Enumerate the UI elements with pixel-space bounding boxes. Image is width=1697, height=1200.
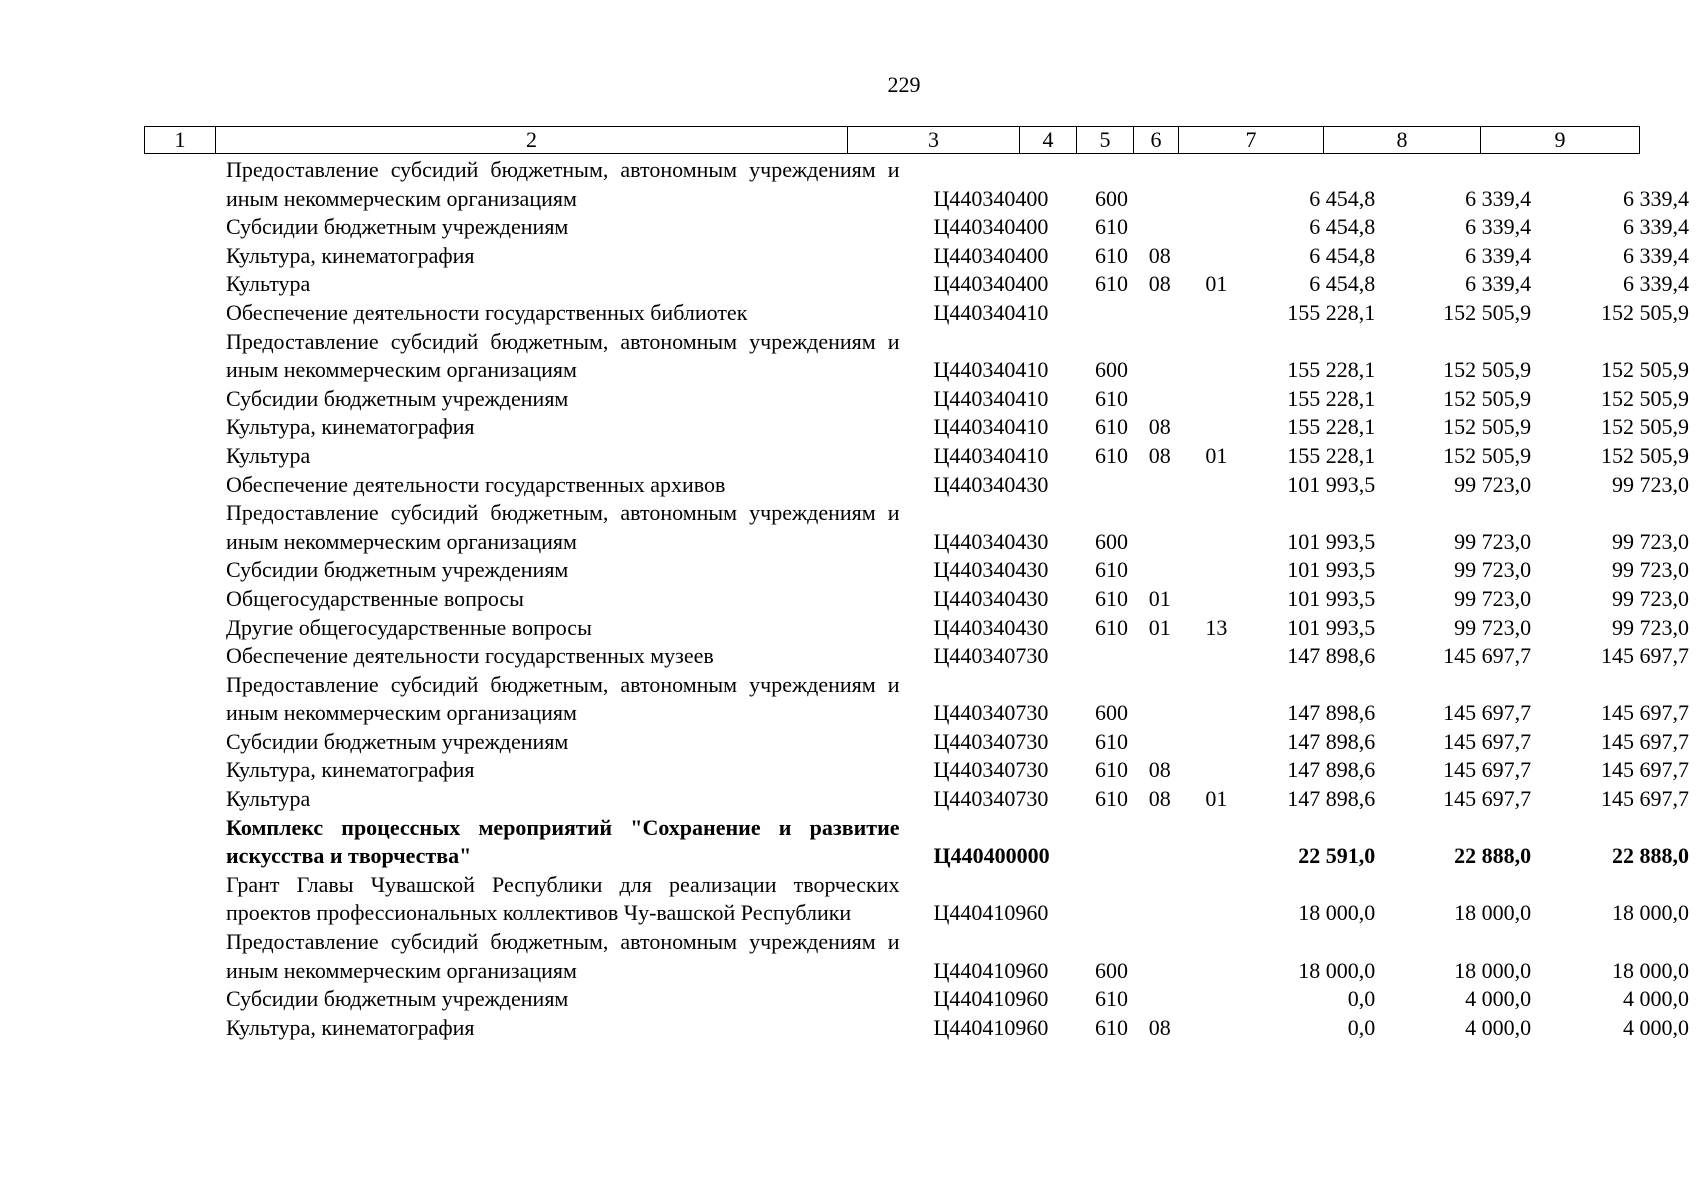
row-code: Ц440340410 xyxy=(933,357,1049,383)
row-expense-type: 600 xyxy=(1094,528,1128,554)
row-expense-type: 610 xyxy=(1094,271,1128,297)
row-subsection xyxy=(1194,385,1239,414)
row-code: Ц440340430 xyxy=(933,614,1049,640)
row-section xyxy=(1138,328,1195,385)
row-value-col8: 6 339,4 xyxy=(1465,242,1532,268)
row-subsection xyxy=(1194,1014,1239,1043)
row-value-col7: 155 228,1 xyxy=(1287,357,1376,383)
table-row xyxy=(144,556,1697,585)
table-row xyxy=(144,814,1697,871)
row-expense-type xyxy=(1081,299,1138,328)
row-subsection xyxy=(1194,756,1239,785)
row-name: Другие общегосударственные вопросы xyxy=(226,614,592,640)
row-name: Комплекс процессных мероприятий "Сохранение и развитие искусства и творчества" xyxy=(226,814,900,869)
row-name: Субсидии бюджетным учреждениям xyxy=(226,986,569,1012)
row-code: Ц440340400 xyxy=(933,214,1049,240)
row-code: Ц440400000 xyxy=(933,843,1050,869)
table-row xyxy=(144,413,1697,442)
row-value-col9: 6 339,4 xyxy=(1623,271,1689,297)
row-subsection xyxy=(1194,671,1239,728)
row-value-col8: 6 339,4 xyxy=(1465,185,1532,211)
row-value-col8: 152 505,9 xyxy=(1443,385,1532,411)
row-subsection xyxy=(1194,814,1239,871)
row-section: 08 xyxy=(1148,271,1171,297)
row-code: Ц440340400 xyxy=(933,242,1049,268)
row-expense-type: 610 xyxy=(1094,214,1128,240)
row-value-col7: 6 454,8 xyxy=(1309,242,1376,268)
row-value-col8: 4 000,0 xyxy=(1465,1014,1532,1040)
row-value-col9: 99 723,0 xyxy=(1612,557,1689,583)
row-code: Ц440410960 xyxy=(933,1014,1049,1040)
row-subsection: 01 xyxy=(1205,271,1228,297)
row-name: Грант Главы Чувашской Республики для реализации творческих проектов профессиональных коллективов Чу-вашской Республики xyxy=(226,871,900,926)
row-value-col9: 4 000,0 xyxy=(1623,986,1689,1012)
row-value-col8: 99 723,0 xyxy=(1454,585,1532,611)
table-row xyxy=(144,385,1697,414)
row-code: Ц440340410 xyxy=(933,385,1049,411)
header-cell: 4 xyxy=(1020,127,1077,154)
row-value-col7: 101 993,5 xyxy=(1287,528,1376,554)
row-code: Ц440340730 xyxy=(933,700,1049,726)
row-code: Ц440340410 xyxy=(933,299,1049,325)
row-section xyxy=(1138,556,1195,585)
row-expense-type: 600 xyxy=(1094,185,1128,211)
row-value-col9: 22 888,0 xyxy=(1612,843,1689,869)
row-name: Культура, кинематография xyxy=(226,242,475,268)
table-row xyxy=(144,928,1697,985)
row-value-col9: 145 697,7 xyxy=(1601,728,1689,754)
row-name: Культура, кинематография xyxy=(226,414,475,440)
row-value-col7: 155 228,1 xyxy=(1287,385,1376,411)
row-code: Ц440340430 xyxy=(933,471,1049,497)
row-subsection xyxy=(1194,642,1239,671)
table-row xyxy=(144,270,1697,299)
row-code: Ц440340410 xyxy=(933,442,1049,468)
row-value-col7: 147 898,6 xyxy=(1287,757,1376,783)
row-code: Ц440340400 xyxy=(933,185,1049,211)
row-section xyxy=(1138,671,1195,728)
row-expense-type xyxy=(1081,814,1138,871)
table-row xyxy=(144,871,1697,928)
row-name: Обеспечение деятельности государственных музеев xyxy=(226,643,714,669)
row-expense-type xyxy=(1081,871,1138,928)
table-row xyxy=(144,1014,1697,1043)
row-value-col7: 101 993,5 xyxy=(1287,585,1376,611)
row-value-col8: 99 723,0 xyxy=(1454,557,1532,583)
row-value-col7: 155 228,1 xyxy=(1287,442,1376,468)
row-value-col7: 0,0 xyxy=(1347,986,1376,1012)
row-value-col7: 147 898,6 xyxy=(1287,700,1376,726)
row-value-col8: 4 000,0 xyxy=(1465,986,1532,1012)
table-row xyxy=(144,585,1697,614)
row-subsection xyxy=(1194,871,1239,928)
row-section xyxy=(1138,213,1195,242)
row-subsection xyxy=(1194,242,1239,271)
row-name: Культура xyxy=(226,786,311,812)
row-value-col9: 152 505,9 xyxy=(1601,442,1689,468)
row-subsection: 01 xyxy=(1205,786,1228,812)
row-code: Ц440340730 xyxy=(933,786,1049,812)
row-expense-type: 610 xyxy=(1094,385,1128,411)
table-row xyxy=(144,156,1697,213)
row-name: Субсидии бюджетным учреждениям xyxy=(226,385,569,411)
row-value-col8: 145 697,7 xyxy=(1443,786,1532,812)
table-row xyxy=(144,242,1697,271)
row-section: 01 xyxy=(1148,585,1171,611)
header-cell: 9 xyxy=(1481,127,1640,154)
row-value-col8: 145 697,7 xyxy=(1443,728,1532,754)
row-code: Ц440340430 xyxy=(933,528,1049,554)
row-expense-type: 610 xyxy=(1094,442,1128,468)
row-value-col7: 6 454,8 xyxy=(1309,214,1376,240)
header-cell: 7 xyxy=(1179,127,1324,154)
row-subsection xyxy=(1194,156,1239,213)
row-code: Ц440340730 xyxy=(933,757,1049,783)
row-value-col7: 101 993,5 xyxy=(1287,557,1376,583)
table-row xyxy=(144,299,1697,328)
row-value-col8: 18 000,0 xyxy=(1454,957,1532,983)
row-name: Обеспечение деятельности государственных библиотек xyxy=(226,299,748,325)
row-value-col8: 152 505,9 xyxy=(1443,442,1532,468)
header-cell: 2 xyxy=(216,127,848,154)
row-subsection xyxy=(1194,471,1239,500)
row-section: 08 xyxy=(1148,757,1171,783)
row-name: Культура, кинематография xyxy=(226,1014,475,1040)
row-value-col8: 152 505,9 xyxy=(1443,299,1532,325)
row-expense-type: 600 xyxy=(1094,357,1128,383)
row-value-col7: 147 898,6 xyxy=(1287,643,1376,669)
row-value-col8: 99 723,0 xyxy=(1454,471,1532,497)
row-value-col9: 6 339,4 xyxy=(1623,214,1689,240)
row-subsection: 13 xyxy=(1205,614,1228,640)
row-section: 08 xyxy=(1148,442,1171,468)
row-name: Предоставление субсидий бюджетным, автономным учреждениям и иным некоммерческим организациям xyxy=(226,929,900,983)
page-number: 229 xyxy=(887,72,921,97)
row-code: Ц440340730 xyxy=(933,643,1049,669)
row-subsection xyxy=(1194,928,1239,985)
row-name: Культура, кинематография xyxy=(226,757,475,783)
row-expense-type: 610 xyxy=(1094,728,1128,754)
row-value-col9: 152 505,9 xyxy=(1601,414,1689,440)
row-value-col8: 22 888,0 xyxy=(1454,843,1532,869)
table-row xyxy=(144,642,1697,671)
row-value-col7: 147 898,6 xyxy=(1287,728,1376,754)
row-value-col7: 6 454,8 xyxy=(1309,271,1376,297)
row-value-col9: 145 697,7 xyxy=(1601,757,1689,783)
row-subsection xyxy=(1194,328,1239,385)
row-value-col9: 18 000,0 xyxy=(1612,900,1689,926)
row-value-col9: 145 697,7 xyxy=(1601,786,1689,812)
header-row xyxy=(145,127,1640,154)
row-name: Субсидии бюджетным учреждениям xyxy=(226,557,569,583)
row-value-col9: 152 505,9 xyxy=(1601,357,1689,383)
row-value-col7: 155 228,1 xyxy=(1287,414,1376,440)
row-value-col7: 22 591,0 xyxy=(1298,843,1376,869)
header-cell: 8 xyxy=(1324,127,1481,154)
row-name: Общегосударственные вопросы xyxy=(226,585,524,611)
row-subsection xyxy=(1194,985,1239,1014)
row-section xyxy=(1138,728,1195,757)
row-subsection: 01 xyxy=(1205,442,1228,468)
budget-table xyxy=(144,156,1697,1042)
table-row xyxy=(144,985,1697,1014)
row-value-col9: 99 723,0 xyxy=(1612,585,1689,611)
row-code: Ц440340730 xyxy=(933,728,1049,754)
row-value-col8: 18 000,0 xyxy=(1454,900,1532,926)
row-value-col9: 99 723,0 xyxy=(1612,471,1689,497)
row-section xyxy=(1138,928,1195,985)
row-section xyxy=(1138,814,1195,871)
row-subsection xyxy=(1194,728,1239,757)
row-code: Ц440340430 xyxy=(933,585,1049,611)
row-value-col7: 101 993,5 xyxy=(1287,614,1376,640)
row-expense-type: 610 xyxy=(1094,242,1128,268)
table-row xyxy=(144,671,1697,728)
table-row xyxy=(144,328,1697,385)
row-subsection xyxy=(1194,299,1239,328)
row-expense-type: 610 xyxy=(1094,986,1128,1012)
row-section: 08 xyxy=(1148,414,1171,440)
row-value-col8: 145 697,7 xyxy=(1443,700,1532,726)
row-value-col7: 155 228,1 xyxy=(1287,299,1376,325)
row-expense-type: 610 xyxy=(1094,557,1128,583)
row-section: 08 xyxy=(1148,1014,1171,1040)
row-value-col9: 145 697,7 xyxy=(1601,700,1689,726)
row-name: Предоставление субсидий бюджетным, автономным учреждениям и иным некоммерческим организациям xyxy=(226,500,900,554)
row-section xyxy=(1138,985,1195,1014)
row-name: Субсидии бюджетным учреждениям xyxy=(226,214,569,240)
row-value-col7: 101 993,5 xyxy=(1287,471,1376,497)
row-value-col7: 147 898,6 xyxy=(1287,786,1376,812)
row-value-col8: 152 505,9 xyxy=(1443,357,1532,383)
table-row xyxy=(144,785,1697,814)
row-expense-type: 610 xyxy=(1094,1014,1128,1040)
row-section xyxy=(1138,499,1195,556)
row-value-col8: 6 339,4 xyxy=(1465,214,1532,240)
row-expense-type xyxy=(1081,471,1138,500)
row-value-col8: 99 723,0 xyxy=(1454,528,1532,554)
row-value-col8: 145 697,7 xyxy=(1443,643,1532,669)
table-row xyxy=(144,499,1697,556)
table-row xyxy=(144,213,1697,242)
row-value-col9: 152 505,9 xyxy=(1601,299,1689,325)
row-name: Предоставление субсидий бюджетным, автономным учреждениям и иным некоммерческим организациям xyxy=(226,671,900,726)
row-section xyxy=(1138,299,1195,328)
row-value-col7: 6 454,8 xyxy=(1309,185,1376,211)
table-row xyxy=(144,728,1697,757)
row-value-col9: 145 697,7 xyxy=(1601,643,1689,669)
row-code: Ц440340400 xyxy=(933,271,1049,297)
table-row xyxy=(144,471,1697,500)
row-code: Ц440340410 xyxy=(933,414,1049,440)
row-section xyxy=(1138,642,1195,671)
row-code: Ц440410960 xyxy=(933,900,1049,926)
row-value-col9: 99 723,0 xyxy=(1612,614,1689,640)
row-section: 01 xyxy=(1148,614,1171,640)
table-row xyxy=(144,756,1697,785)
row-subsection xyxy=(1194,213,1239,242)
row-code: Ц440410960 xyxy=(933,986,1049,1012)
row-value-col7: 18 000,0 xyxy=(1298,900,1376,926)
row-section xyxy=(1138,156,1195,213)
row-value-col9: 6 339,4 xyxy=(1623,242,1689,268)
row-section: 08 xyxy=(1148,786,1171,812)
row-name: Обеспечение деятельности государственных архивов xyxy=(226,471,726,497)
row-name: Культура xyxy=(226,442,311,468)
row-value-col8: 99 723,0 xyxy=(1454,614,1532,640)
row-value-col8: 145 697,7 xyxy=(1443,757,1532,783)
row-expense-type: 610 xyxy=(1094,414,1128,440)
row-subsection xyxy=(1194,585,1239,614)
row-value-col8: 152 505,9 xyxy=(1443,414,1532,440)
row-subsection xyxy=(1194,413,1239,442)
column-number-header xyxy=(144,126,1640,154)
table-row xyxy=(144,614,1697,643)
row-value-col7: 18 000,0 xyxy=(1298,957,1376,983)
row-value-col9: 99 723,0 xyxy=(1612,528,1689,554)
row-section xyxy=(1138,871,1195,928)
row-section: 08 xyxy=(1148,242,1171,268)
row-section xyxy=(1138,471,1195,500)
budget-table-body xyxy=(144,156,1697,1042)
row-value-col9: 6 339,4 xyxy=(1623,185,1689,211)
header-cell: 5 xyxy=(1077,127,1134,154)
row-value-col9: 4 000,0 xyxy=(1623,1014,1689,1040)
row-expense-type: 600 xyxy=(1094,957,1128,983)
row-expense-type: 610 xyxy=(1094,786,1128,812)
row-section xyxy=(1138,385,1195,414)
row-expense-type: 600 xyxy=(1094,700,1128,726)
header-cell: 6 xyxy=(1134,127,1179,154)
row-code: Ц440410960 xyxy=(933,957,1049,983)
row-name: Субсидии бюджетным учреждениям xyxy=(226,728,569,754)
row-value-col8: 6 339,4 xyxy=(1465,271,1532,297)
row-expense-type: 610 xyxy=(1094,585,1128,611)
row-expense-type xyxy=(1081,642,1138,671)
row-name: Культура xyxy=(226,271,311,297)
row-name: Предоставление субсидий бюджетным, автономным учреждениям и иным некоммерческим организациям xyxy=(226,328,900,383)
row-value-col9: 152 505,9 xyxy=(1601,385,1689,411)
row-value-col9: 18 000,0 xyxy=(1612,957,1689,983)
row-subsection xyxy=(1194,556,1239,585)
header-cell: 3 xyxy=(848,127,1020,154)
row-expense-type: 610 xyxy=(1094,614,1128,640)
row-code: Ц440340430 xyxy=(933,557,1049,583)
row-expense-type: 610 xyxy=(1094,757,1128,783)
table-row xyxy=(144,442,1697,471)
header-cell: 1 xyxy=(145,127,216,154)
row-value-col7: 0,0 xyxy=(1347,1014,1376,1040)
row-subsection xyxy=(1194,499,1239,556)
row-name: Предоставление субсидий бюджетным, автономным учреждениям и иным некоммерческим организациям xyxy=(226,157,900,211)
